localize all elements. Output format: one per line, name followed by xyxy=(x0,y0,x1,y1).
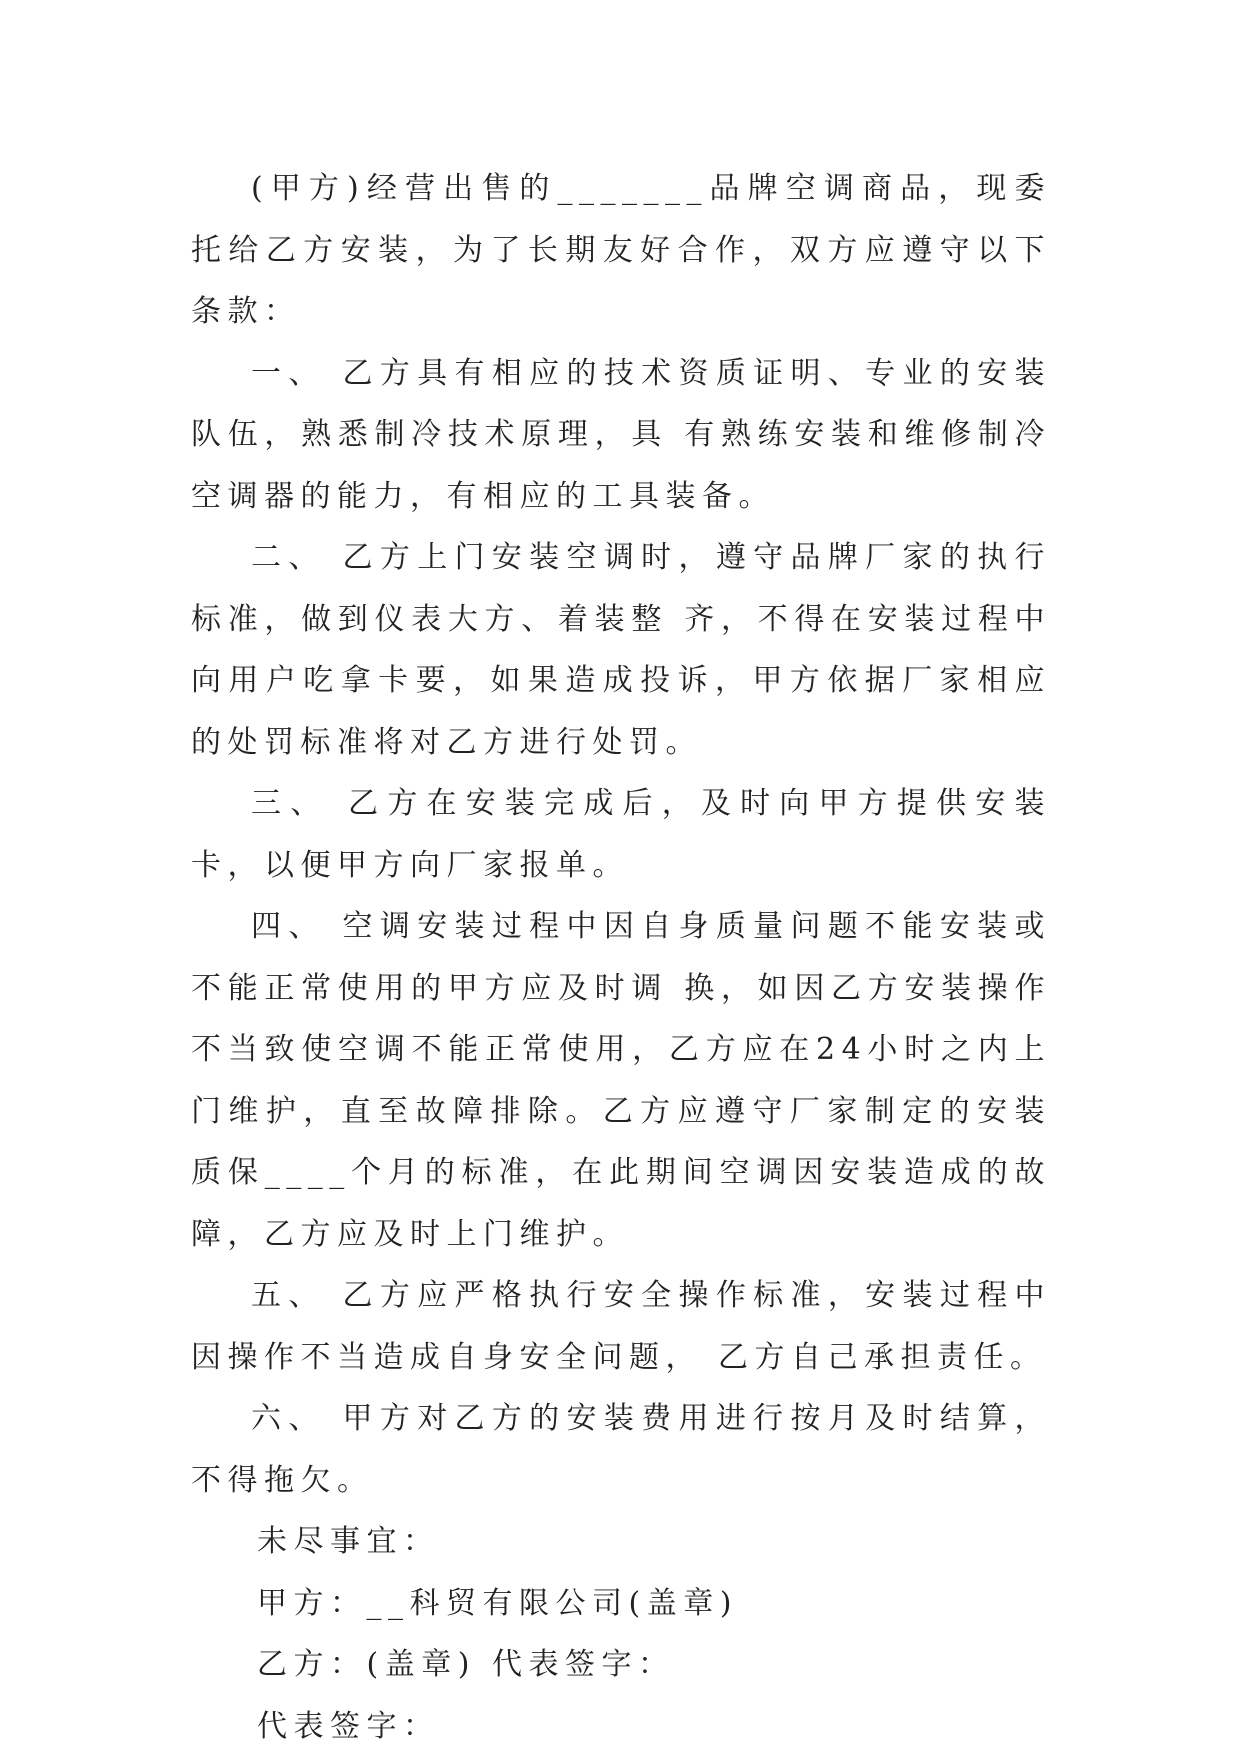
clause-2-paragraph: 二、 乙方上门安装空调时，遵守品牌厂家的执行标准，做到仪表大方、着装整 齐，不得在安装过程中向用户吃拿卡要，如果造成投诉，甲方依据厂家相应的处罚标准将对乙方进行处罚。 xyxy=(191,527,1051,773)
party-a-signature-line: 甲方：__科贸有限公司(盖章) xyxy=(191,1573,1051,1635)
clause-6-paragraph: 六、 甲方对乙方的安装费用进行按月及时结算，不得拖欠。 xyxy=(191,1388,1051,1511)
intro-paragraph: (甲方)经营出售的_______品牌空调商品，现委托给乙方安装，为了长期友好合作，双方应遵守以下条款： xyxy=(191,158,1051,343)
clause-3-paragraph: 三、 乙方在安装完成后，及时向甲方提供安装卡，以便甲方向厂家报单。 xyxy=(191,773,1051,896)
clause-1-paragraph: 一、 乙方具有相应的技术资质证明、专业的安装队伍，熟悉制冷技术原理，具 有熟练安装和维修制冷空调器的能力，有相应的工具装备。 xyxy=(191,343,1051,528)
representative-signature-line: 代表签字： xyxy=(191,1696,1051,1757)
clause-5-paragraph: 五、 乙方应严格执行安全操作标准，安装过程中因操作不当造成自身安全问题， 乙方自己承担责任。 xyxy=(191,1265,1051,1388)
clause-4-paragraph: 四、 空调安装过程中因自身质量问题不能安装或不能正常使用的甲方应及时调 换，如因乙方安装操作不当致使空调不能正常使用，乙方应在24小时之内上门维护，直至故障排除。乙方应遵守厂家制定的安装质保____个月的标准，在此期间空调因安装造成的故障，乙方应及时上门维护。 xyxy=(191,896,1051,1265)
contract-body xyxy=(191,158,1051,1757)
unfinished-matters-line: 未尽事宜： xyxy=(191,1511,1051,1573)
party-b-signature-line: 乙方：(盖章) 代表签字： xyxy=(191,1634,1051,1696)
